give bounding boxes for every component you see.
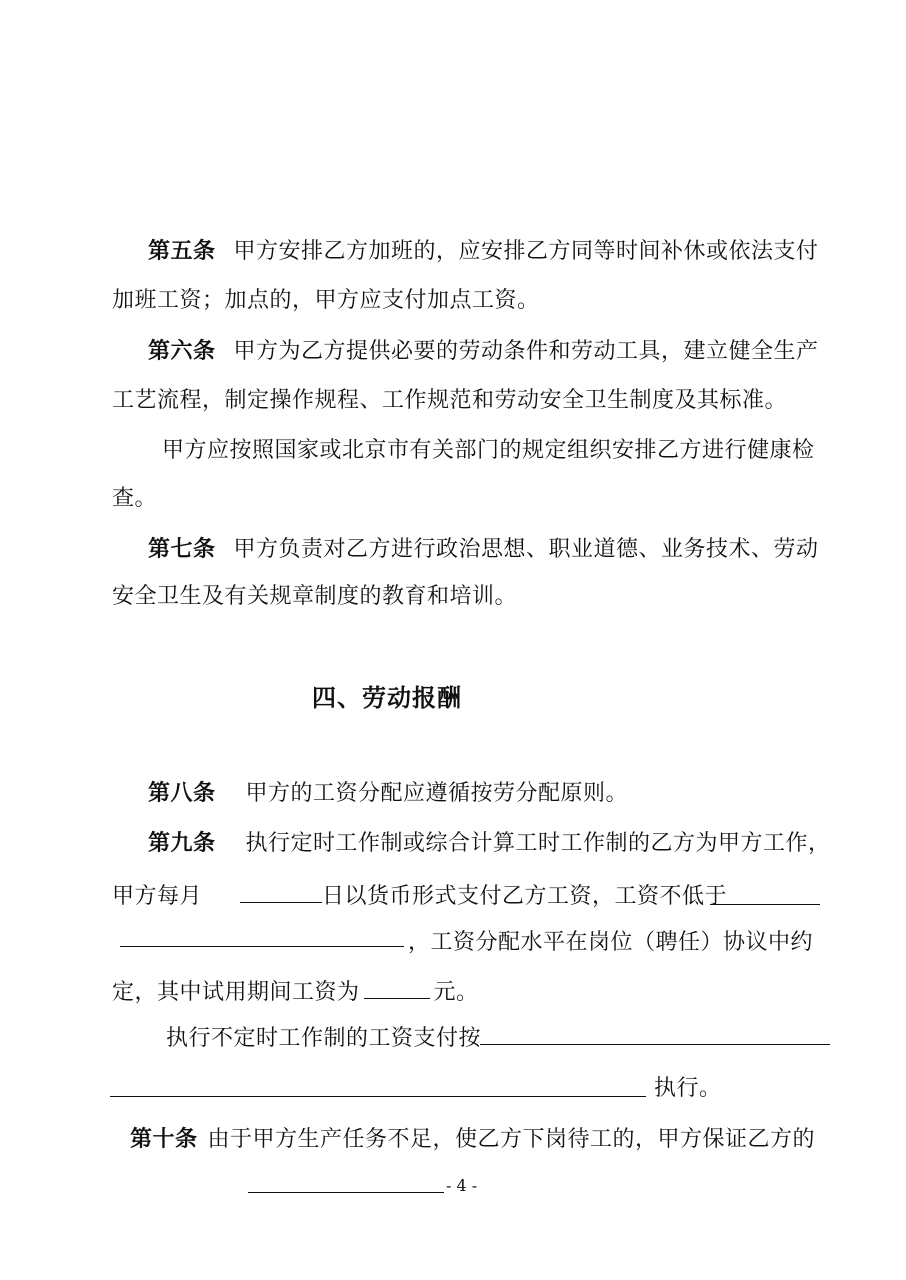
article-7-text-1: 甲方负责对乙方进行政治思想、职业道德、业务技术、劳动 (233, 537, 819, 562)
article-6-line-3 (162, 436, 815, 466)
article-8-line-1 (148, 778, 628, 809)
probation-wage-blank (364, 976, 430, 999)
article-9-text-5: 执行不定时工作制的工资支付按 (166, 1026, 482, 1051)
article-8-label: 第八条 (148, 780, 216, 806)
payday-blank (240, 880, 322, 903)
article-9-text-1: 执行定时工作制或综合计算工时工作制的乙方为甲方工作， (245, 831, 831, 856)
article-5-line-2 (112, 286, 540, 316)
article-7-line-2 (112, 582, 517, 612)
article-6-text-3: 甲方应按照国家或北京市有关部门的规定组织安排乙方进行健康检 (162, 438, 815, 463)
article-8-text: 甲方的工资分配应遵循按劳分配原则。 (245, 781, 629, 806)
section-heading: 四、劳动报酬 (312, 683, 462, 712)
article-6-text-2: 工艺流程，制定操作规程、工作规范和劳动安全卫生制度及其标准。 (112, 388, 788, 413)
article-9-line-5 (166, 1024, 481, 1054)
article-10-line-1 (130, 1124, 815, 1155)
article-9-text-3: ，工资分配水平在岗位（聘任）协议中约 (408, 930, 814, 955)
article-7-label: 第七条 (148, 536, 216, 562)
article-5-line-1 (148, 236, 819, 267)
article-9-text-4a: 定，其中试用期间工资为 (112, 980, 360, 1005)
article-9-line-2 (112, 880, 727, 912)
article-9-text-6: 执行。 (654, 1076, 722, 1101)
article-6-line-2 (112, 386, 787, 416)
article-7-line-1 (148, 534, 819, 565)
article-9-line-4 (112, 976, 479, 1008)
article-6-line-1 (148, 336, 819, 367)
footer-rule (248, 1192, 444, 1193)
article-9-text-2a: 甲方每月 (112, 884, 203, 909)
page-number: - 4 - (446, 1176, 478, 1195)
article-5-text-1: 甲方安排乙方加班的，应安排乙方同等时间补休或依法支付 (233, 239, 819, 264)
wage-standard-blank (120, 946, 404, 947)
article-9-label: 第九条 (148, 830, 216, 856)
article-9-line-1 (148, 828, 831, 859)
article-9-line-3 (408, 928, 813, 958)
min-wage-blank (710, 904, 820, 905)
article-10-text: 由于甲方生产任务不足，使乙方下岗待工的，甲方保证乙方的 (207, 1127, 816, 1152)
article-10-label: 第十条 (130, 1126, 198, 1152)
article-9-text-4b: 元。 (433, 980, 479, 1005)
article-6-text-1: 甲方为乙方提供必要的劳动条件和劳动工具，建立健全生产 (233, 339, 819, 364)
article-5-label: 第五条 (148, 238, 216, 264)
article-5-text-2: 加班工资；加点的，甲方应支付加点工资。 (112, 288, 540, 313)
article-9-line-6 (654, 1074, 722, 1104)
article-7-text-2: 安全卫生及有关规章制度的教育和培训。 (112, 584, 518, 609)
article-9-text-2b: 日以货币形式支付乙方工资，工资不低于 (322, 884, 728, 909)
irregular-hours-blank-2 (110, 1096, 646, 1097)
irregular-hours-blank (480, 1044, 830, 1045)
article-6-line-4 (112, 484, 157, 514)
article-6-label: 第六条 (148, 338, 216, 364)
article-6-text-4: 查。 (112, 486, 158, 511)
